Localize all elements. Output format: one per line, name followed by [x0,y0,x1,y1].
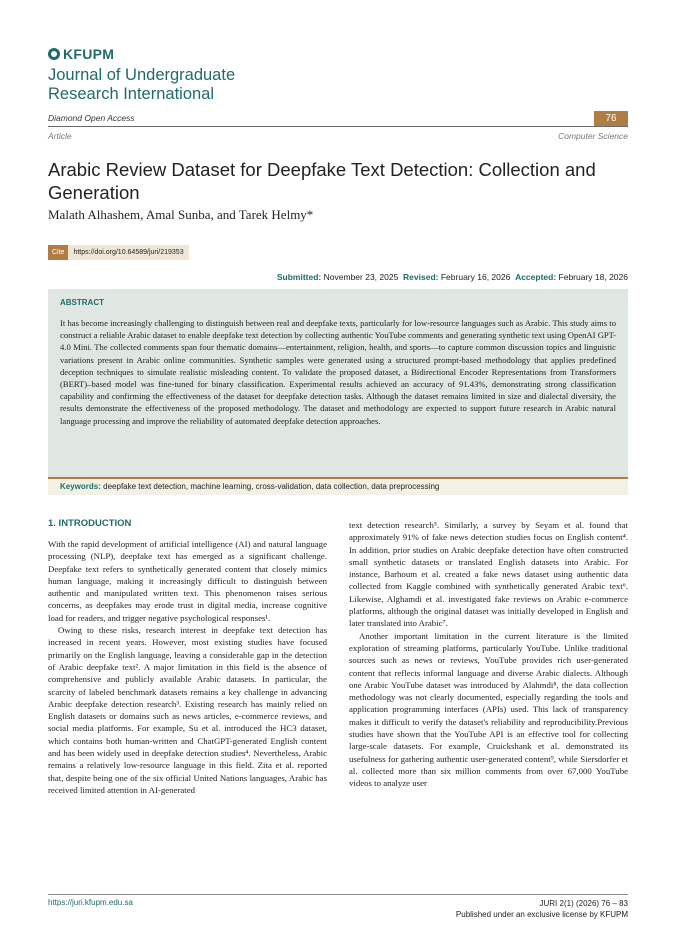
license-line: Published under an exclusive license by KFUPM [455,910,628,919]
body-column-right [349,519,628,790]
paragraph: Another important limitation in the current literature is the limited exploration of streaming platforms, particularly YouTube. Unlike traditional sources such as news or reviews, YouTube provides rich user-generated content that reflects informal language and diverse Arabic dialects. Although one Arabic YouTube dataset was introduced by Alahmdi⁸, the data collection methodology was not clearly documented, especially regarding the tools and application programming interfaces (APIs) used. This lack of transparency makes it difficult to verify the dataset's reliability and reproducibility.Previous studies have shown that the YouTube API is an effective tool for collecting large-scale datasets. For example, Cruickshank et al. demonstrated its usefulness for gathering authentic user-generated content⁹, while Siersdorfer et al. collected more than six million comments from over 67,000 YouTube videos to analyze user [349,630,628,789]
body-column-left [48,538,327,796]
keywords [60,482,439,491]
footer-citation [456,898,628,920]
section-heading-introduction: 1. INTRODUCTION [48,518,132,529]
doi-link[interactable]: https://doi.org/10.64589/juri/219353 [68,245,188,260]
cite-label: Cite [48,245,68,260]
journal-name [48,66,235,103]
keywords-list: deepfake text detection, machine learning, cross-validation, data collection, data preprocessing [103,482,440,491]
paper-title: Arabic Review Dataset for Deepfake Text Detection: Collection and Generation [48,159,596,203]
author-list: Malath Alhashem, Amal Sunba, and Tarek Helmy* [48,207,314,222]
journal-logo [48,46,114,62]
paragraph: text detection research⁵. Similarly, a survey by Seyam et al. found that approximately 91% of fake news detection studies focus on English content⁴. In addition, prior studies on Arabic deepfake detection have often constructed small synthetic datasets or translated English datasets into Arabic. For instance, Barhoum et al. created a fake news dataset using authentic data collected from Kaggle combined with synthetically generated Arabic text⁶. Likewise, Alghamdi et al. investigated fake reviews on Arabic e-commerce platforms, although the original dataset was initially developed in English and later translated into Arabic⁷. [349,520,628,629]
footer-divider [48,894,628,895]
paragraph: Owing to these risks, research interest in deepfake text detection has increased in recent years. However, most existing studies have focused primarily on the English language, leaving a considerable gap in the detection of Arabic deepfake text². A major limitation in this field is the absence of comprehensive and publicly available Arabic datasets. In particular, the scarcity of labeled benchmark datasets remains a key challenge in advancing Arabic deepfake detection research³. Existing research has mainly relied on English datasets or domains such as news articles, e-commerce reviews, and social media platforms. For example, Su et al. introduced the HC3 dataset, which contains both human-written and ChatGPT-generated English content and has been widely used in deepfake detection studies⁴. Nevertheless, Arabic remains a relatively low-resource language in this field. Zita et al. reported that, despite being one of the six official United Nations languages, Arabic has received limited attention in AI-generated [48,625,327,795]
abstract-text: It has become increasingly challenging to distinguish between real and deepfake texts, particularly for low-resource languages such as Arabic. This study aims to construct a reliable Arabic dataset to enable deepfake text detection by collecting authentic YouTube comments and generating synthetic text using OpenAI GPT-4.0 Mini. The collected comments span four thematic domains—entertainment, religion, health, and sports—to capture common discussion topics and linguistic variations present in Arabic online communities. Synthetic samples were generated using a structured prompt-based methodology that applies predefined deception techniques to simulate realistic misleading content. To validate the proposed dataset, a Bidirectional Encoder Representations from Transformers (BERT)–based model was fine-tuned for binary classification. Experimental results achieved an accuracy of 91.43%, demonstrating strong classification capability and confirming the effectiveness of the dataset for deepfake detection tasks. Although the dataset remains limited in size and dialectal diversity, the results demonstrate the effectiveness of the proposed methodology. The dataset and methodology are expected to support future research in Arabic natural language processing and improve the reliability of automated deepfake detection approaches. [60,318,616,426]
article-type: Article [48,131,72,141]
header-divider [48,126,628,127]
journal-url-link[interactable]: https://juri.kfupm.edu.sa [48,898,133,907]
submitted-date: November 23, 2025 [323,272,399,282]
logo-text: KFUPM [63,46,115,62]
page-number-badge: 76 [594,111,628,126]
subject-label: Computer Science [558,131,628,141]
abstract-heading: ABSTRACT [60,298,104,307]
submitted-label: Submitted: [276,272,322,282]
journal-name-line1: Journal of Undergraduate [48,66,236,84]
keywords-label: Keywords: [60,482,101,491]
revised-date: February 16, 2026 [440,272,511,282]
paragraph: With the rapid development of artificial intelligence (AI) and natural language processing (NLP), deepfake text has emerged as a significant challenge. Deepfake text refers to synthetically generated content that closely mimics human language, making it increasingly difficult to distinguish between authentic and manipulated written text. This phenomenon raises serious concerns, as deepfakes may erode trust in digital media, increase cognitive load for readers, and trigger negative psychological responses¹. [48,539,327,623]
kfupm-logo-icon [48,48,60,60]
publication-dates [277,272,628,282]
accepted-label: Accepted: [515,272,557,282]
accepted-date: February 18, 2026 [558,272,628,282]
cite-box[interactable] [48,245,189,260]
journal-name-line2: Research International [48,84,215,103]
citation-line: JURI 2(1) (2026) 76 – 83 [539,899,628,908]
open-access-label: Diamond Open Access [48,113,135,123]
revised-label: Revised: [403,272,439,282]
